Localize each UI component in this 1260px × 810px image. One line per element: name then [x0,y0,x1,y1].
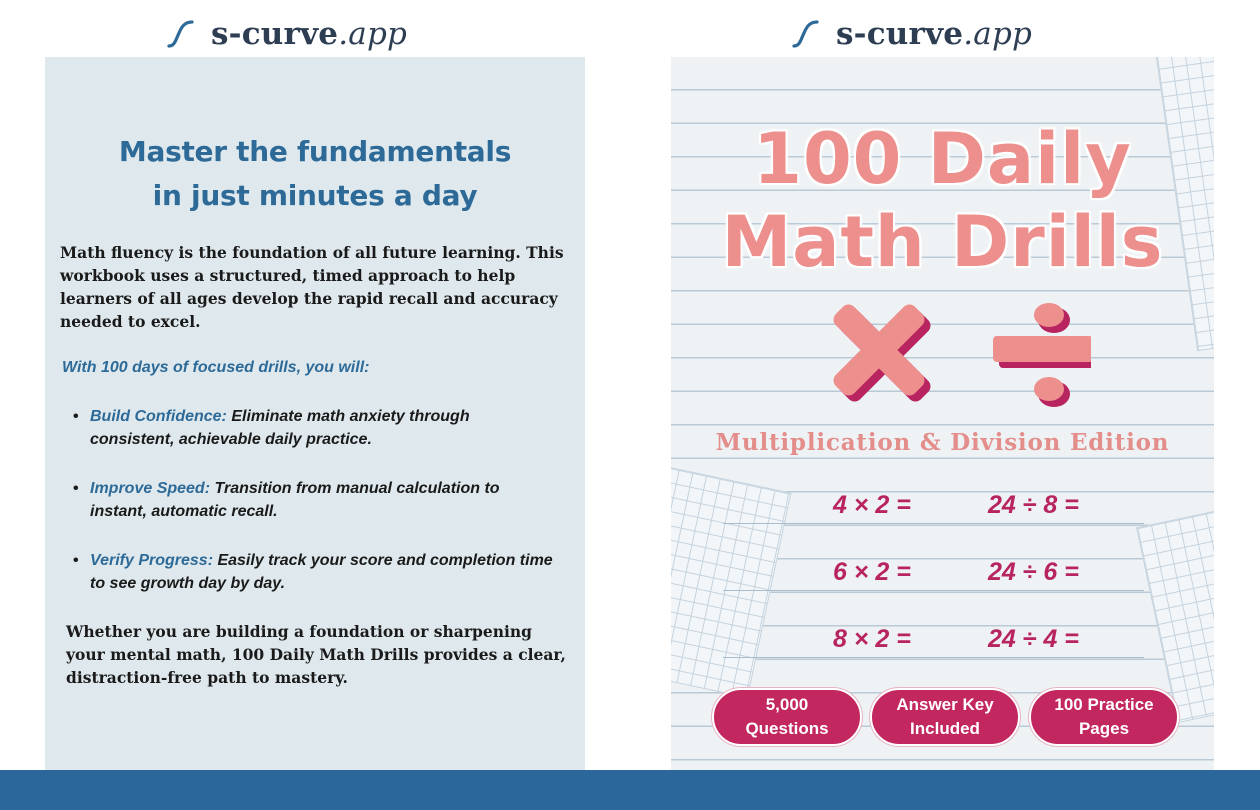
benefit-text: Eliminate math anxiety through consistent, achievable daily practice. [90,408,470,448]
cover-title-line-1: 100 Daily [753,118,1132,200]
edition-subtitle: Multiplication & Division Edition [715,429,1170,456]
multiplication-problem: 4 × 2 = [833,491,911,519]
brand-header-left [165,14,407,54]
headline-line-2: in just minutes a day [152,179,478,212]
division-problem: 24 ÷ 6 = [988,558,1079,586]
division-icon [993,303,1091,407]
writing-line [723,657,1144,658]
benefit-text: Transition from manual calculation to instant, automatic recall. [90,480,500,520]
benefit-item [73,405,553,451]
benefit-label: Verify Progress: [90,552,214,569]
outro-paragraph: Whether you are building a foundation or sharpening your mental math, 100 Daily Math Drills provides a clear, distraction-free path to mastery. [66,622,566,687]
division-problem: 24 ÷ 4 = [988,625,1079,653]
book-cover [671,57,1214,770]
benefit-label: Build Confidence: [90,408,227,425]
brand-header-right [790,14,1032,54]
s-curve-icon [790,19,820,49]
headline-line-1: Master the fundamentals [118,135,512,168]
writing-line [723,523,1144,524]
division-problem: 24 ÷ 8 = [988,491,1079,519]
multiplication-problem: 8 × 2 = [833,625,911,653]
benefit-item [73,477,553,523]
multiplication-icon [830,302,934,405]
drill-row [671,487,1214,554]
badge-practice-pages: 100 Practice Pages [1029,688,1179,746]
bullet-dot: • [73,408,79,425]
badge-questions: 5,000 Questions [712,688,862,746]
brand-name: s-curve.app [836,16,1033,52]
bottom-bar [0,770,1260,810]
benefit-text: Easily track your score and completion time to see growth day by day. [90,552,553,592]
description-panel [45,57,585,770]
cover-title-line-2: Math Drills [721,201,1164,283]
benefit-label: Improve Speed: [90,480,211,497]
drill-examples [671,487,1214,688]
benefit-item [73,549,553,595]
s-curve-icon [165,19,195,49]
operator-symbols [821,302,1091,417]
drill-row [671,621,1214,688]
badge-answer-key: Answer Key Included [870,688,1020,746]
feature-badges [671,688,1214,748]
brand-name: s-curve.app [211,16,408,52]
bullet-dot: • [73,552,79,569]
intro-paragraph: Math fluency is the foundation of all future learning. This workbook uses a structured, timed approach to help learners of all ages develop the rapid recall and accuracy needed to excel. [60,243,564,331]
bullets-lead: With 100 days of focused drills, you will: [62,359,370,376]
writing-line [723,590,1144,591]
drill-row [671,554,1214,621]
panel-headline [45,130,585,218]
multiplication-problem: 6 × 2 = [833,558,911,586]
bullet-dot: • [73,480,79,497]
benefit-list [73,405,553,621]
